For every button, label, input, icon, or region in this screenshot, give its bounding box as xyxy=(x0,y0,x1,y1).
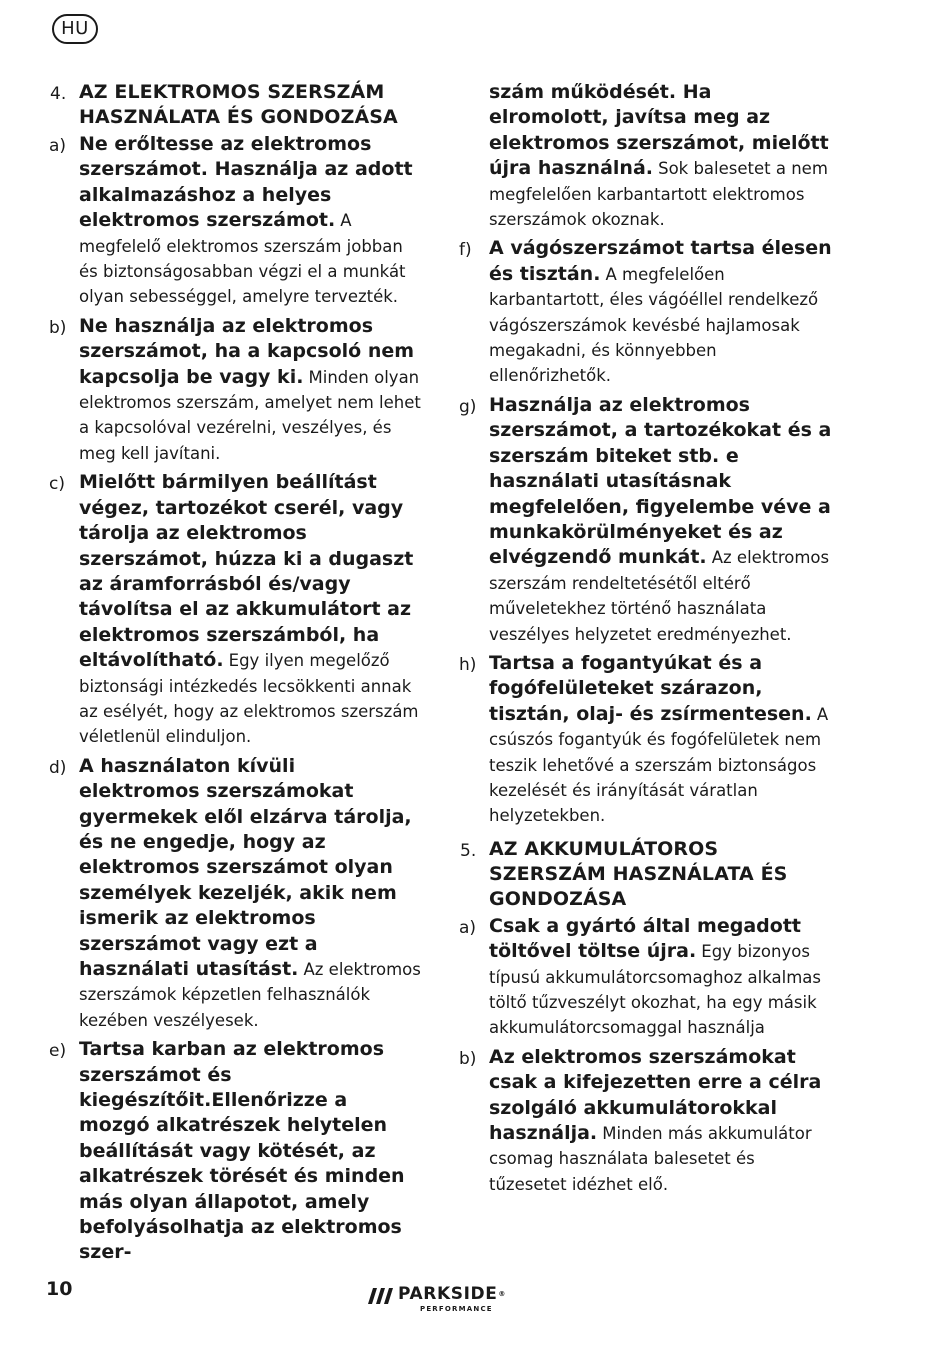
list-item xyxy=(456,914,836,1041)
section-number: 4. xyxy=(50,84,67,104)
logo-subtitle: PERFORMANCE xyxy=(420,1305,493,1313)
item-body-text: Az elektromos szerszámok képzetlen felhasználók kezében veszélyesek. xyxy=(79,960,421,1030)
section-title: AZ AKKUMULÁTOROS SZERSZÁM HASZNÁLATA ÉS GONDOZÁSA xyxy=(489,837,788,910)
logo-wordmark: PARKSIDE® xyxy=(398,1284,507,1304)
item-bold-text: Ne használja az elektromos szerszámot, ha a kapcsoló nem kapcsolja be vagy ki. xyxy=(79,314,415,388)
item-bold-text: szám működését. Ha elromolott, javítsa meg az elektromos szerszámot, mielőtt újra használná. xyxy=(489,81,829,180)
logo-stripes-icon xyxy=(368,1288,394,1304)
section-title: AZ ELEKTROMOS SZERSZÁM HASZNÁLATA ÉS GONDOZÁSA xyxy=(79,81,398,128)
item-bold-text: Tartsa a fogantyúkat és a fogófelületeket szárazon, tisztán, olaj- és zsírmentesen. xyxy=(489,651,812,725)
item-body-text: Egy ilyen megelőző biztonsági intézkedés lecsökkenti annak az esélyét, hogy az elektromos szerszám véletlenül elinduljon. xyxy=(79,651,419,747)
item-label: a) xyxy=(459,917,477,938)
list-item xyxy=(456,1045,836,1197)
item-body-text: Az elektromos szerszám rendeltetésétől eltérő műveletekhez történő használata veszélyes helyzetet eredményezhet. xyxy=(489,548,830,644)
item-body-text: Minden más akkumulátor csomag használata balesetet és tűzesetet idézhet elő. xyxy=(489,1124,812,1194)
item-label: b) xyxy=(459,1048,477,1069)
list-item xyxy=(456,651,836,829)
section-5-heading xyxy=(456,837,836,912)
item-bold-text: Ne erőltesse az elektromos szerszámot. Használja az adott alkalmazáshoz a helyes elektromos szerszámot. xyxy=(79,133,413,232)
item-label: a) xyxy=(49,136,67,156)
list-item xyxy=(456,393,836,647)
page-number: 10 xyxy=(46,1278,73,1300)
list-item xyxy=(46,314,422,466)
item-bold-text: A vágószerszámot tartsa élesen és tisztán. xyxy=(489,237,832,285)
continued-item-text xyxy=(489,80,836,232)
section-number: 5. xyxy=(460,840,477,861)
item-bold-text: Használja az elektromos szerszámot, a tartozékokat és a szerszám biteket stb. e használati utasításnak megfelelően, figyelembe véve a munkakörülményeket és az elvégzendő munkát. xyxy=(489,393,832,569)
item-label: g) xyxy=(459,396,477,417)
section-4-heading xyxy=(46,80,422,130)
list-item xyxy=(456,236,836,388)
item-label: f) xyxy=(459,240,472,261)
item-body-text: A megfelelően karbantartott, éles vágóéllel rendelkező vágószerszámok kevésbé hajlamosak megakadni, és könnyebben ellenőrizhetők. xyxy=(489,264,819,386)
item-bold-text: Csak a gyártó által megadott töltővel töltse újra. xyxy=(489,914,801,963)
left-column xyxy=(46,80,422,1270)
list-item xyxy=(46,470,422,749)
list-item xyxy=(46,1037,422,1266)
item-body-text: A megfelelő elektromos szerszám jobban és biztonságosabban végzi el a munkát olyan sebességgel, amelyre tervezték. xyxy=(79,211,406,307)
item-label: d) xyxy=(49,757,67,778)
item-body-text: Minden olyan elektromos szerszám, amelyet nem lehet a kapcsolóval vezérelni, veszélyes, és meg kell javítani. xyxy=(79,367,421,463)
item-label: h) xyxy=(459,654,477,675)
item-bold-text: Mielőtt bármilyen beállítást végez, tartozékot cserél, vagy tárolja az elektromos szerszámot, húzza ki a dugaszt az áramforrásból és/vagy távolítsa el az akkumulátort az elektromos szerszámból, ha eltávolítható. xyxy=(79,471,414,672)
right-column xyxy=(456,80,836,1201)
item-label: c) xyxy=(49,474,65,495)
language-badge: HU xyxy=(52,14,98,44)
item-bold-text: Tartsa karban az elektromos szerszámot és kiegészítőit.Ellenőrizze a mozgó alkatrészek helytelen beállítását vagy kötését, az alkatrészek törését és minden más olyan állapotot, amely befolyásolhatja az elektromos szer- xyxy=(79,1038,405,1264)
brand-logo xyxy=(368,1284,518,1318)
item-bold-text: A használaton kívüli elektromos szerszámokat gyermekek elől elzárva tárolja, és ne engedje, hogy az elektromos szerszámot olyan személyek kezeljék, akik nem ismerik az elektromos szerszámot vagy ezt a használati utasítást. xyxy=(79,754,412,980)
item-label: e) xyxy=(49,1041,67,1062)
item-body-text: Egy bizonyos típusú akkumulátorcsomaghoz alkalmas töltő tűzveszélyt okozhat, ha egy másik akkumulátorcsomaggal használja xyxy=(489,942,821,1038)
list-item xyxy=(46,132,422,310)
item-body-text: Sok balesetet a nem megfelelően karbantartott elektromos szerszámok okoznak. xyxy=(489,159,828,230)
item-bold-text: Az elektromos szerszámokat csak a kifejezetten erre a célra szolgáló akkumulátorokkal használja. xyxy=(489,1045,822,1145)
list-item xyxy=(46,754,422,1033)
item-label: b) xyxy=(49,317,67,338)
item-body-text: A csúszós fogantyúk és fogófelületek nem teszik lehetővé a szerszám biztonságos kezelését és irányítását váratlan helyzetekben. xyxy=(489,704,829,826)
